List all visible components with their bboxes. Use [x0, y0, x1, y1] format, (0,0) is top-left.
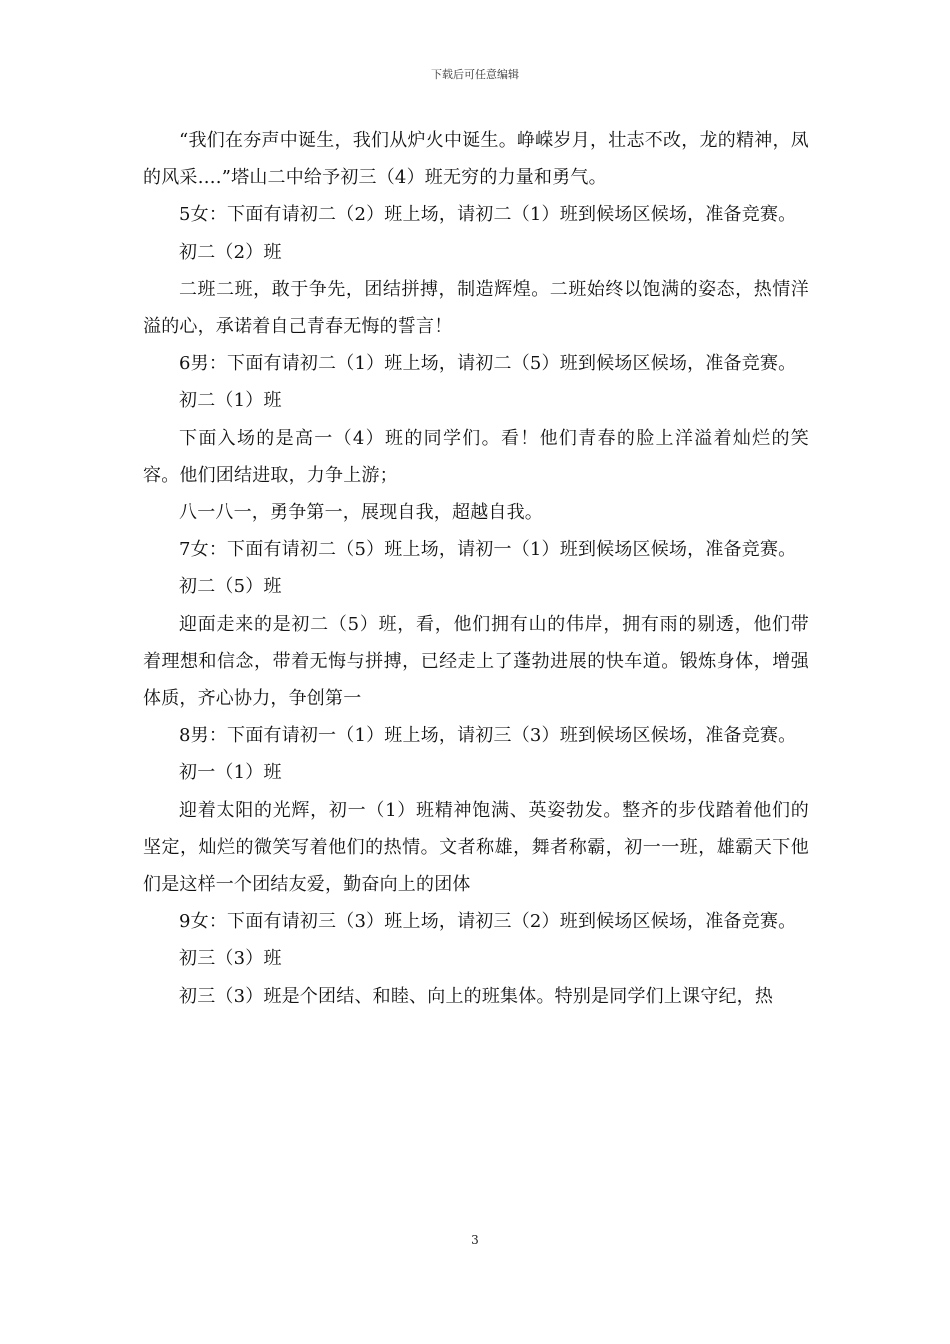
paragraph: 初一（1）班 — [179, 762, 282, 784]
paragraph: 9女：下面有请初三（3）班上场，请初三（2）班到候场区候场，准备竞赛。 — [179, 911, 797, 933]
paragraph: 初三（3）班是个团结、和睦、向上的班集体。特别是同学们上课守纪，热 — [179, 985, 774, 1007]
paragraph: 7女：下面有请初二（5）班上场，请初一（1）班到候场区候场，准备竞赛。 — [179, 539, 797, 561]
paragraph: 八一八一，勇争第一，展现自我，超越自我。 — [179, 502, 543, 524]
paragraph: 6男：下面有请初二（1）班上场，请初二（5）班到候场区候场，准备竞赛。 — [179, 353, 797, 375]
paragraph: 初二（5）班 — [179, 576, 282, 598]
document-body — [143, 122, 809, 1015]
paragraph: “我们在夯声中诞生，我们从炉火中诞生。峥嵘岁月，壮志不改，龙的精神，凤的风采….”塔山二中给予初三（4）班无穷的力量和勇气。 — [143, 130, 809, 189]
paragraph: 初二（1）班 — [179, 390, 282, 412]
paragraph: 迎面走来的是初二（5）班，看，他们拥有山的伟岸，拥有雨的剔透，他们带着理想和信念，带着无悔与拼搏，已经走上了蓬勃进展的快车道。锻炼身体，增强体质，齐心协力，争创第一 — [143, 613, 809, 710]
page-number: 3 — [471, 1233, 479, 1247]
paragraph: 初二（2）班 — [179, 241, 282, 263]
paragraph: 下面入场的是高一（4）班的同学们。看！他们青春的脸上洋溢着灿烂的笑容。他们团结进取，力争上游； — [143, 427, 809, 486]
paragraph: 二班二班，敢于争先，团结拼搏，制造辉煌。二班始终以饱满的姿态，热情洋溢的心，承诺着自己青春无悔的誓言！ — [143, 278, 809, 338]
page-header: 下载后可任意编辑 — [431, 68, 519, 81]
paragraph: 初三（3）班 — [179, 948, 282, 970]
paragraph: 5女：下面有请初二（2）班上场，请初二（1）班到候场区候场，准备竞赛。 — [179, 204, 797, 226]
paragraph: 迎着太阳的光辉，初一（1）班精神饱满、英姿勃发。整齐的步伐踏着他们的坚定，灿烂的微笑写着他们的热情。文者称雄，舞者称霸，初一一班，雄霸天下他们是这样一个团结友爱，勤奋向上的团体 — [143, 799, 809, 896]
paragraph: 8男：下面有请初一（1）班上场，请初三（3）班到候场区候场，准备竞赛。 — [179, 725, 797, 747]
